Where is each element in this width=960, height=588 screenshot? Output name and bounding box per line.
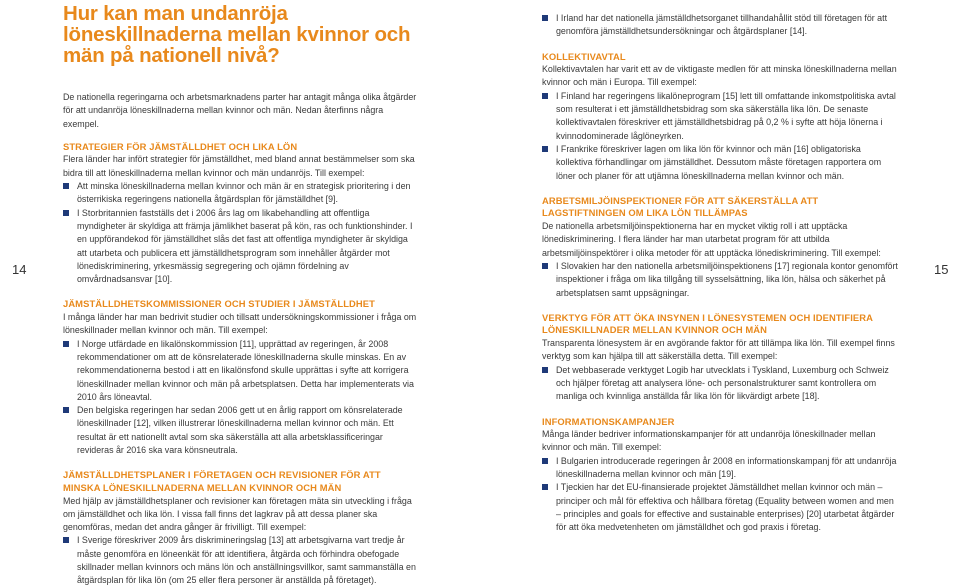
bullet-square-icon (542, 484, 548, 490)
bullet-square-icon (542, 15, 548, 21)
section-text: Med hjälp av jämställdhetsplaner och revisioner kan företagen mäta sin utveckling i fråga om jämställdhet och lika lön. I vissa fall finns det lagkrav på att dessa planer ska genomföras, medan det andra gånger är frivilligt. Till exempel: (63, 495, 412, 533)
bullet-square-icon (542, 146, 548, 152)
list-item-text: I Bulgarien introducerade regeringen år 2008 en informationskampanj för att undanröja löneskillnaderna mellan kvinnor och män [19]. (556, 455, 897, 479)
bullet-list (63, 180, 417, 286)
section-heading: INFORMATIONSKAMPANJER (542, 415, 675, 427)
list-item (63, 534, 417, 587)
list-item (542, 143, 898, 183)
page-number-right: 15 (934, 262, 949, 277)
section-text: De nationella arbetsmiljöinspektionerna har en mycket viktig roll i att upptäcka lönediskriminering. I flera länder har man utarbetat program för att utbilda arbetsmiljöinspektörer i olika metoder för att upptäcka lönediskriminering. Till exempel: (542, 221, 881, 258)
list-item-text: Det webbaserade verktyget Logib har utvecklats i Tyskland, Luxemburg och Schweiz och hjälper företag att analysera löne- och personalstrukturer samt kontrollera om manliga och kvinnliga anställda får lika lön för likvärdigt arbete [18]. (556, 364, 889, 402)
bullet-list (542, 12, 898, 39)
section-heading: KOLLEKTIVAVTAL (542, 50, 626, 62)
bullet-square-icon (63, 537, 69, 543)
bullet-square-icon (542, 367, 548, 373)
list-item (542, 364, 898, 404)
section-heading: STRATEGIER FÖR JÄMSTÄLLDHET OCH LIKA LÖN (63, 140, 298, 152)
list-item (63, 207, 417, 287)
list-item-text: I Finland har regeringens likalöneprogram [15] lett till omfattande inkomstpolitiska avtal som resulterat i ett jämställdhetsbidrag som ska säkerställa lika lön. De senaste kollektivavtalen föreskriver ett jämställdhetsbidrag på 0,2 % i syfte att höja lönerna i kvinnodominerade låglöneyrken. (556, 90, 896, 141)
bullet-list (542, 260, 898, 300)
list-item (63, 338, 417, 404)
left-column (63, 0, 417, 588)
list-item (63, 404, 417, 457)
list-item (542, 12, 898, 39)
section-heading: ARBETSMILJÖINSPEKTIONER FÖR ATT SÄKERSTÄLLA ATT LAGSTIFTNINGEN OM LIKA LÖN TILLÄMPAS (542, 194, 819, 219)
section-text: Kollektivavtalen har varit ett av de viktigaste medlen för att minska löneskillnaderna mellan kvinnor och män i Europa. Till exempel: (542, 64, 897, 88)
bullet-list (542, 364, 898, 404)
bullet-square-icon (63, 341, 69, 347)
right-column (542, 0, 898, 534)
list-item (542, 260, 898, 300)
list-item-text: I Slovakien har den nationella arbetsmiljöinspektionens [17] regionala kontor genomfört inspektioner i fråga om lika tillgång till sysselsättning, lika lön, hälsa och säkerhet på arbetsplatsen samt uppsägningar. (556, 260, 898, 298)
list-item-text: I Storbritannien fastställs det i 2006 års lag om likabehandling att offentliga myndigheter är skyldiga att främja jämlikhet baserat på kön, ras och funktionshinder. I en uppförandekod för jämställdhet slås det fast att offentliga myndigheter är skyldiga att utarbeta och publicera ett jämställdhetsprogram som innehåller åtgärder mot lönediskriminering, yrkesmässig segregering och ojämn fördelning av omvårdnadsansvar [10]. (77, 207, 413, 285)
bullet-square-icon (542, 93, 548, 99)
list-item-text: Den belgiska regeringen har sedan 2006 gett ut en årlig rapport om könsrelaterade löneskillnader [12], vilken illustrerar löneskillnaderna mellan kvinnor och män. Ett resultat är ett nationellt avtal som ska säkerställa att alla arbetsklassificeringar revideras år 2016 ska vara könsneutrala. (77, 405, 403, 456)
list-item (542, 455, 898, 482)
bullet-list (63, 338, 417, 458)
bullet-square-icon (63, 210, 69, 216)
intro-paragraph: De nationella regeringarna och arbetsmarknadens parter har antagit många olika åtgärder för att undanröja löneskillnaderna mellan kvinnor och män. Nedan återfinns några exempel. (63, 92, 417, 129)
section-heading: JÄMSTÄLLDHETSKOMMISSIONER OCH STUDIER I JÄMSTÄLLDHET (63, 298, 375, 310)
page-title: Hur kan man undanröja löneskillnaderna mellan kvinnor och män på nationell nivå? (63, 2, 411, 67)
section-text: Transparenta lönesystem är en avgörande faktor för att tillämpa lika lön. Till exempel finns verktyg som kan hjälpa till att säkerställa detta. Till exempel: (542, 338, 895, 362)
bullet-square-icon (63, 183, 69, 189)
section-heading: VERKTYG FÖR ATT ÖKA INSYNEN I LÖNESYSTEMEN OCH IDENTIFIERA LÖNESKILLNADER MELLAN KVINNOR OCH MÄN (542, 311, 873, 336)
list-item-text: I Sverige föreskriver 2009 års diskrimineringslag [13] att arbetsgivarna vart tredje år måste genomföra en löneenkät för att identifiera, åtgärda och förhindra obefogade skillnader mellan kvinnors och mäns lön och anställningsvillkor, samt sammanställa en åtgärdsplan för lika lön (om 25 eller flera personer är anställda på företaget). (77, 535, 416, 586)
bullet-list (542, 90, 898, 183)
section-text: I många länder har man bedrivit studier och tillsatt undersökningskommissioner i fråga om löneskillnader mellan kvinnor och män. Till exempel: (63, 312, 417, 336)
list-item (542, 90, 898, 143)
bullet-square-icon (63, 407, 69, 413)
list-item-text: Att minska löneskillnaderna mellan kvinnor och män är en strategisk prioritering i den österrikiska regeringens nationella åtgärdsplan för jämställdhet [9]. (77, 181, 411, 205)
bullet-square-icon (542, 458, 548, 464)
list-item (63, 180, 417, 207)
list-item (542, 481, 898, 534)
bullet-list (542, 455, 898, 535)
section-text: Många länder bedriver informationskampanjer för att undanröja löneskillnader mellan kvinnor och män. Till exempel: (542, 429, 876, 453)
list-item-text: I Irland har det nationella jämställdhetsorganet tillhandahållit stöd till företagen för att genomföra jämställdhetsundersökningar och åtgärdsplaner [14]. (556, 13, 888, 37)
section-text: Flera länder har infört strategier för jämställdhet, med bland annat bestämmelser som ska bidra till att löneskillnaderna mellan kvinnor och män undanröjs. Till exempel: (63, 154, 415, 178)
bullet-square-icon (542, 263, 548, 269)
list-item-text: I Tjeckien har det EU-finansierade projektet Jämställdhet mellan kvinnor och män – principer och mål för effektiva och hållbara företag (Equality between women and men – principles and goals for effective and sustainable enterprises) [20] utarbetat åtgärder för att öka medvetenheten om jämställdhet och god praxis i företag. (556, 482, 895, 533)
list-item-text: I Norge utfärdade en likalönskommission [11], upprättad av regeringen, år 2008 rekommendationer om att de könsrelaterade löneskillnaderna skulle minskas. En av rekommendationerna bestod i att en likalönsfond skulle upprättas i syfte att korrigera löneskillnader mellan kvinnor och män på arbetsplatsen. Detta har implementerats via 2010 års löneavtal. (77, 338, 414, 402)
page-number-left: 14 (12, 262, 27, 277)
list-item-text: I Frankrike föreskriver lagen om lika lön för kvinnor och män [16] obligatoriska kollektiva förhandlingar om jämställdhet. Dessutom måste företagen rapportera om löner och planer för att utjämna löneskillnaderna mellan kvinnor och män. (556, 143, 882, 181)
section-heading: JÄMSTÄLLDHETSPLANER I FÖRETAGEN OCH REVISIONER FÖR ATT MINSKA LÖNESKILLNADERNA MELLAN KVINNOR OCH MÄN (63, 469, 381, 493)
bullet-list (63, 534, 417, 587)
